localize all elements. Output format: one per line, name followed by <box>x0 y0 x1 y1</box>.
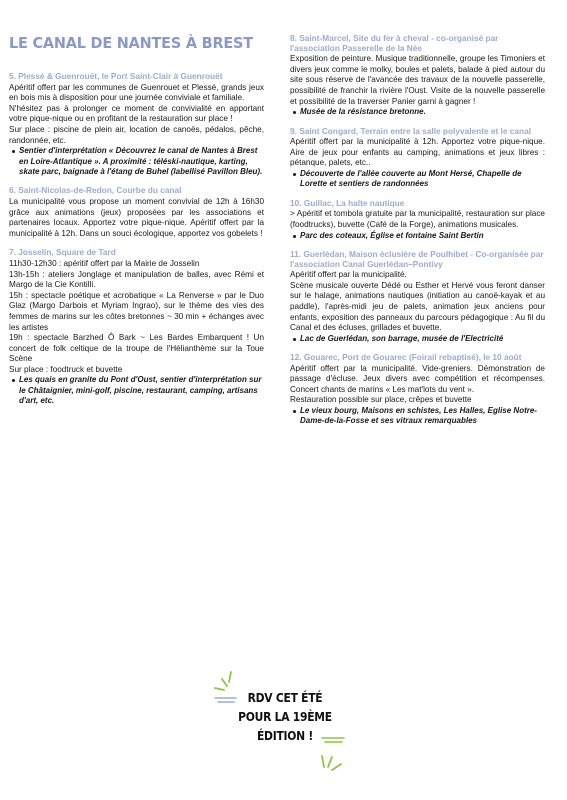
section-heading: 12. Gouarec, Port de Gouarec (Foirail rebaptisé), le 10 août <box>290 352 522 363</box>
section-heading: 11. Guerlédan, Maison éclusière de Poulhibet - Co-organisée par l'association Canal Guerlédan–Pontivy <box>290 248 544 269</box>
section-paragraph: 11h30-12h30 : apéritif offert par la Mairie de Josselin <box>9 258 200 268</box>
left-sections <box>9 72 264 407</box>
list-item: Le vieux bourg, Maisons en schistes, Les Halles, Eglise Notre-Dame-de-la-Fosse et ses vitraux remarquables <box>290 406 545 427</box>
underline-right-icon <box>320 736 346 744</box>
section-heading: 10. Guillac, La halte nautique <box>290 197 405 208</box>
section-paragraph: Apéritif offert par la municipalité. <box>290 270 407 280</box>
section-paragraph: La municipalité vous propose un moment convivial de 12h à 16h30 grâce aux animations (jeux) proposées par les associations et partenaires locaux. Apportez votre pique-nique. Apéritif offert par la municipalité à 12h. Dans un souci écologique, apportez vos gobelets ! <box>9 196 264 238</box>
section-paragraph: N'hésitez pas à prolonger ce moment de convivialité en apportant votre pique-nique ou en profitant de la restauration sur place ! <box>9 103 264 124</box>
section-paragraph: Apéritif offert par la municipalité. Vide-greniers. Démonstration de passage d'écluse. Jeux divers avec compétition et récompenses. Concert chants de marins « Les mat'lots du vent ». <box>290 363 545 394</box>
nearby-list <box>9 375 264 406</box>
section-heading: 6. Saint-Nicolas-de-Redon, Courbe du canal <box>9 185 182 196</box>
left-column <box>9 34 264 416</box>
nearby-list <box>9 146 264 177</box>
nearby-list <box>290 406 545 427</box>
rdv-callout <box>200 688 370 745</box>
section-paragraph: 19h : spectacle Barzhed Ô Bark ~ Les Bardes Embarquent ! Un concert de folk celtique de la troupe de l'Hélianthème sur la Toue Scène <box>9 333 264 364</box>
nearby-list <box>290 107 545 117</box>
section-heading: 5. Plessé & Guenrouët, le Port Saint-Clair à Guenrouët <box>9 71 223 81</box>
nearby-list <box>290 334 545 344</box>
section-paragraph: Scène musicale ouverte Dédé ou Esther et Hervé vous feront danser sur le halage, animations nautiques (initiation au canoë-kayak et au paddle), l'après-midi jeu de palets, animation jeux anciens pour enfants, exposition des panneaux du parcours pédagogique : Au fil du Canal et des écluses, grillades et buvette. <box>290 280 545 333</box>
rdv-line-1: RDV CET ÉTÉ <box>247 690 323 705</box>
section-heading: 9. Saint Congard, Terrain entre la salle polyvalente et le canal <box>290 125 532 136</box>
list-item: Sentier d'interprétation « Découvrez le canal de Nantes à Brest en Loire-Atlantique ». A proximité : téléski-nautique, karting, skate parc, baignade à l'étang de Buhel (labellisé Pavillon Bleu). <box>9 146 264 177</box>
program-section <box>9 186 264 239</box>
page-title: LE CANAL DE NANTES À BREST <box>9 34 253 52</box>
section-paragraph: 15h : spectacle poétique et acrobatique « La Renverse » par le Duo Glaz (Margo Darbois et Myriam Ingrao), sur le thème des vies des femmes de marins sur les côtes bretonnes ~ 30 min + échanges avec les artistes <box>9 290 264 332</box>
nearby-list <box>290 231 545 241</box>
program-section <box>290 250 545 344</box>
right-sections <box>290 34 545 427</box>
rdv-line-2: POUR LA 19ÈME <box>238 709 332 724</box>
section-heading: 7. Josselin, Square de Tard <box>9 247 116 258</box>
section-paragraph: > Apéritif et tombola gratuite par la municipalité, restauration sur place (foodtrucks), buvette (Café de la Forge), animations musicales. <box>290 209 545 229</box>
program-section <box>9 248 264 406</box>
rdv-line-3: ÉDITION ! <box>256 728 314 743</box>
program-section <box>290 199 545 241</box>
nearby-list <box>290 169 545 190</box>
section-paragraph: Sur place : foodtruck et buvette <box>9 364 123 374</box>
section-paragraph: Exposition de peinture. Musique traditionnelle, groupe les Timoniers et divers jeux comme le molky, boules et palets, balade à pied autour du site sous réserve de l'avancée des travaux de la nouvelle passerelle, possibilité de franchir la rivière l'Oust. Visite de la nouvelle passerelle et possibilité de la traverser Panier garni à gagner ! <box>290 54 545 106</box>
list-item: Musée de la résistance bretonne. <box>290 107 545 117</box>
program-section <box>9 72 264 177</box>
program-section <box>290 127 545 190</box>
right-column <box>290 34 545 436</box>
program-section <box>290 34 545 118</box>
list-item: Les quais en granite du Pont d'Oust, sentier d'interprétation sur le Châtaignier, mini-golf, piscine, restaurant, camping, artisans d'art, etc. <box>9 375 264 406</box>
list-item: Découverte de l'allée couverte au Mont Hersé, Chapelle de Lorette et sentiers de randonnées <box>290 169 545 190</box>
section-paragraph: Apéritif offert par la municipalité à 12h. Apportez votre pique-nique. Aire de jeux pour enfants au camping, animations et jeux libres : pétanque, palets, etc.. <box>290 137 545 168</box>
list-item: Lac de Guerlédan, son barrage, musée de l'Electricité <box>290 334 545 344</box>
section-paragraph: Apéritif offert par les communes de Guenrouet et Plessé, grands jeux en bois mis à disposition pour une journée conviviale et familiale. <box>9 82 264 103</box>
section-paragraph: 13h-15h : ateliers Jonglage et manipulation de balles, avec Rémi et Margo de la Cie Kontilli. <box>9 269 264 290</box>
sparkle-bottom-icon <box>310 754 344 780</box>
list-item: Parc des coteaux, Église et fontaine Saint Bertin <box>290 231 545 241</box>
section-paragraph: Restauration possible sur place, crêpes et buvette <box>290 395 472 405</box>
section-heading: 8. Saint-Marcel, Site du fer à cheval - co-organisé par l'association Passerelle de la Née <box>290 33 499 53</box>
section-paragraph: Sur place : piscine de plein air, location de canoës, pédalos, pêche, randonnée, etc. <box>9 124 264 145</box>
program-section <box>290 353 545 427</box>
